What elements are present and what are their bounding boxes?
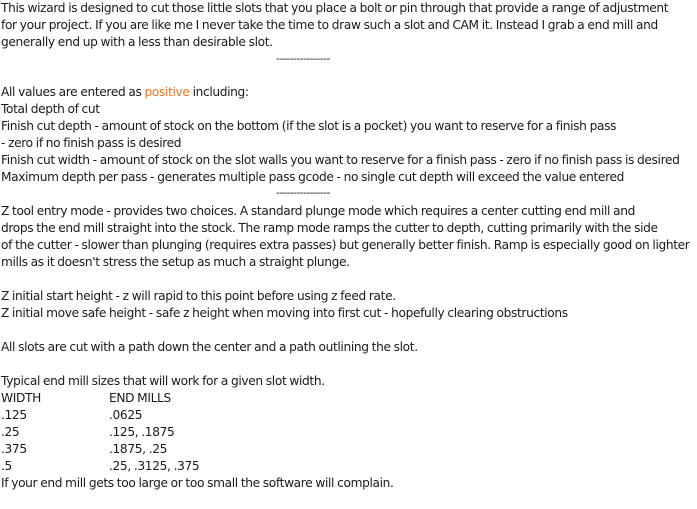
max-depth-item: Maximum depth per pass - generates multiple pass gcode - no single cut depth will exceed the value entered (1, 170, 625, 184)
intro-line-2: for your project. If you are like me I never take the time to draw such a slot and CAM it. Instead I grab a end mill and (1, 18, 658, 32)
width-value: .5 (1, 459, 12, 473)
values-heading (1, 84, 249, 101)
sizes-table-header (1, 390, 171, 407)
end-mills-value: .25, .3125, .375 (109, 459, 200, 473)
sizes-table-row (1, 441, 168, 458)
end-mills-column-header: END MILLS (109, 391, 171, 405)
section-separator-1: ---------------- (276, 52, 330, 65)
entry-mode-line-2: drops the end mill straight into the stock. The ramp mode ramps the cutter to depth, cutting primarily with the side (1, 221, 658, 235)
section-separator-2: ---------------- (276, 186, 330, 199)
sizes-table-row (1, 424, 175, 441)
entry-mode-line-3: of the cutter - slower than plunging (requires extra passes) but generally better finish. Ramp is especially good on lighter (1, 238, 690, 252)
safe-height-item: Z initial move safe height - safe z height when moving into first cut - hopefully clearing obstructions (1, 306, 568, 320)
finish-depth-note: - zero if no finish pass is desired (1, 136, 182, 150)
positive-emphasis: positive (144, 85, 190, 99)
width-column-header: WIDTH (1, 391, 41, 405)
sizes-table-row (1, 458, 200, 475)
total-depth-item: Total depth of cut (1, 102, 100, 116)
finish-width-item: Finish cut width - amount of stock on the slot walls you want to reserve for a finish pass - zero if no finish pass is desired (1, 153, 680, 167)
width-value: .25 (1, 425, 20, 439)
sizes-intro: Typical end mill sizes that will work for a given slot width. (1, 374, 325, 388)
width-value: .375 (1, 442, 27, 456)
end-mills-value: .125, .1875 (109, 425, 175, 439)
end-mills-value: .1875, .25 (109, 442, 168, 456)
intro-line-3: generally end up with a less than desirable slot. (1, 35, 273, 49)
finish-depth-item: Finish cut depth - amount of stock on the bottom (if the slot is a pocket) you want to reserve for a finish pass (1, 119, 617, 133)
entry-mode-line-4: mills as it doesn't stress the setup as much a straight plunge. (1, 255, 350, 269)
sizes-table-row (1, 407, 143, 424)
sizes-footer: If your end mill gets too large or too small the software will complain. (1, 476, 394, 490)
paths-note: All slots are cut with a path down the center and a path outlining the slot. (1, 340, 418, 354)
values-heading-tail: including: (189, 85, 249, 99)
end-mills-value: .0625 (109, 408, 143, 422)
start-height-item: Z initial start height - z will rapid to this point before using z feed rate. (1, 289, 396, 303)
width-value: .125 (1, 408, 27, 422)
intro-line-1: This wizard is designed to cut those little slots that you place a bolt or pin through that provide a range of adjustment (1, 1, 669, 15)
entry-mode-line-1: Z tool entry mode - provides two choices. A standard plunge mode which requires a center cutting end mill and (1, 204, 635, 218)
values-heading-lead: All values are entered as (1, 85, 145, 99)
